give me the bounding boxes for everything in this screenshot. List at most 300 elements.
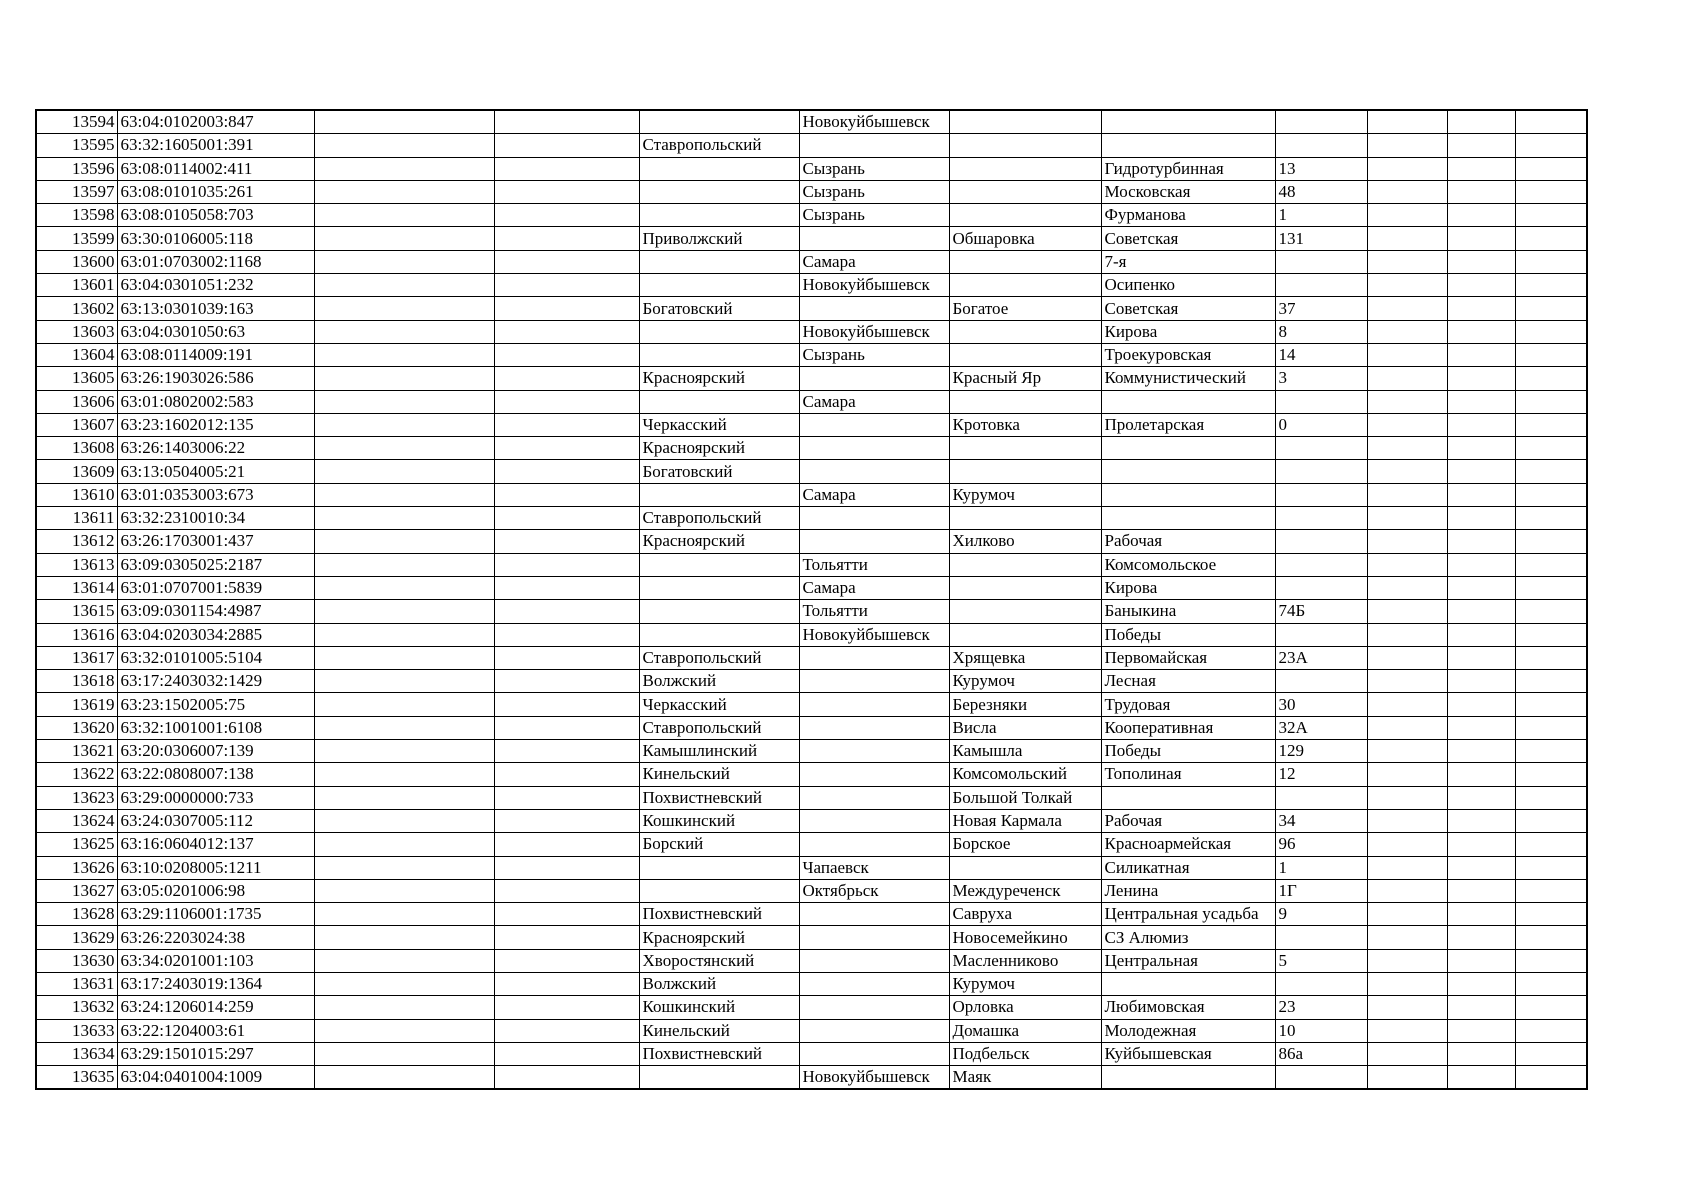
empty-cell	[1447, 157, 1515, 180]
empty-cell	[1515, 297, 1587, 320]
empty-cell	[1447, 530, 1515, 553]
city-cell: Новокуйбышевск	[799, 110, 949, 134]
empty-cell	[494, 786, 639, 809]
empty-cell	[1447, 670, 1515, 693]
house-cell	[1275, 507, 1367, 530]
house-cell: 13	[1275, 157, 1367, 180]
settlement-cell	[949, 623, 1101, 646]
empty-cell	[1367, 809, 1447, 832]
row-number-cell: 13603	[36, 320, 117, 343]
empty-cell	[494, 320, 639, 343]
empty-cell	[494, 367, 639, 390]
empty-cell	[494, 670, 639, 693]
cadastral-number-cell: 63:13:0504005:21	[117, 460, 314, 483]
cadastral-number-cell: 63:08:0114002:411	[117, 157, 314, 180]
empty-cell	[314, 320, 494, 343]
city-cell: Тольятти	[799, 553, 949, 576]
house-cell	[1275, 110, 1367, 134]
house-cell: 34	[1275, 809, 1367, 832]
empty-cell	[1515, 1042, 1587, 1065]
cadastral-number-cell: 63:04:0203034:2885	[117, 623, 314, 646]
city-cell	[799, 926, 949, 949]
street-cell: Рабочая	[1101, 530, 1275, 553]
empty-cell	[1367, 483, 1447, 506]
settlement-cell: Комсомольский	[949, 763, 1101, 786]
empty-cell	[1515, 670, 1587, 693]
settlement-cell: Кротовка	[949, 413, 1101, 436]
district-cell	[639, 553, 799, 576]
empty-cell	[1447, 390, 1515, 413]
row-number-cell: 13610	[36, 483, 117, 506]
city-cell	[799, 1019, 949, 1042]
house-cell	[1275, 483, 1367, 506]
district-cell	[639, 879, 799, 902]
cadastral-number-cell: 63:30:0106005:118	[117, 227, 314, 250]
empty-cell	[1515, 110, 1587, 134]
empty-cell	[1447, 343, 1515, 366]
empty-cell	[494, 1042, 639, 1065]
empty-cell	[494, 530, 639, 553]
city-cell	[799, 670, 949, 693]
house-cell	[1275, 460, 1367, 483]
street-cell	[1101, 786, 1275, 809]
district-cell: Приволжский	[639, 227, 799, 250]
empty-cell	[494, 437, 639, 460]
empty-cell	[1515, 740, 1587, 763]
empty-cell	[1367, 600, 1447, 623]
empty-cell	[1447, 507, 1515, 530]
empty-cell	[1447, 949, 1515, 972]
empty-cell	[314, 972, 494, 995]
district-cell: Похвистневский	[639, 786, 799, 809]
table-row	[36, 1019, 1587, 1042]
settlement-cell	[949, 274, 1101, 297]
empty-cell	[314, 926, 494, 949]
empty-cell	[1515, 600, 1587, 623]
empty-cell	[314, 693, 494, 716]
empty-cell	[1447, 437, 1515, 460]
city-cell	[799, 716, 949, 739]
table-row	[36, 437, 1587, 460]
district-cell	[639, 1066, 799, 1090]
cadastral-number-cell: 63:29:0000000:733	[117, 786, 314, 809]
table-row	[36, 763, 1587, 786]
empty-cell	[1515, 972, 1587, 995]
empty-cell	[1447, 903, 1515, 926]
table-row	[36, 903, 1587, 926]
row-number-cell: 13614	[36, 576, 117, 599]
district-cell: Ставропольский	[639, 507, 799, 530]
empty-cell	[314, 250, 494, 273]
house-cell	[1275, 576, 1367, 599]
street-cell: Первомайская	[1101, 646, 1275, 669]
table-row	[36, 343, 1587, 366]
empty-cell	[1367, 856, 1447, 879]
house-cell: 23	[1275, 996, 1367, 1019]
cadastral-number-cell: 63:24:1206014:259	[117, 996, 314, 1019]
empty-cell	[314, 227, 494, 250]
empty-cell	[1515, 693, 1587, 716]
settlement-cell	[949, 320, 1101, 343]
row-number-cell: 13598	[36, 204, 117, 227]
empty-cell	[494, 1066, 639, 1090]
cadastral-number-cell: 63:22:0808007:138	[117, 763, 314, 786]
empty-cell	[1515, 134, 1587, 157]
settlement-cell: Камышла	[949, 740, 1101, 763]
street-cell: Советская	[1101, 297, 1275, 320]
empty-cell	[494, 903, 639, 926]
district-cell: Ставропольский	[639, 646, 799, 669]
house-cell: 10	[1275, 1019, 1367, 1042]
empty-cell	[494, 157, 639, 180]
empty-cell	[314, 670, 494, 693]
house-cell: 32А	[1275, 716, 1367, 739]
settlement-cell: Междуреченск	[949, 879, 1101, 902]
empty-cell	[1515, 390, 1587, 413]
house-cell: 9	[1275, 903, 1367, 926]
row-number-cell: 13594	[36, 110, 117, 134]
district-cell	[639, 390, 799, 413]
empty-cell	[1367, 343, 1447, 366]
cadastral-number-cell: 63:04:0301050:63	[117, 320, 314, 343]
district-cell: Черкасский	[639, 413, 799, 436]
cadastral-number-cell: 63:01:0353003:673	[117, 483, 314, 506]
house-cell	[1275, 134, 1367, 157]
empty-cell	[1447, 134, 1515, 157]
street-cell: Гидротурбинная	[1101, 157, 1275, 180]
district-cell: Красноярский	[639, 926, 799, 949]
empty-cell	[1447, 1042, 1515, 1065]
city-cell	[799, 530, 949, 553]
settlement-cell: Новая Кармала	[949, 809, 1101, 832]
row-number-cell: 13607	[36, 413, 117, 436]
empty-cell	[494, 274, 639, 297]
empty-cell	[314, 367, 494, 390]
row-number-cell: 13627	[36, 879, 117, 902]
district-cell	[639, 623, 799, 646]
cadastral-number-cell: 63:04:0301051:232	[117, 274, 314, 297]
street-cell	[1101, 134, 1275, 157]
city-cell	[799, 903, 949, 926]
table-row	[36, 879, 1587, 902]
empty-cell	[1515, 530, 1587, 553]
empty-cell	[494, 507, 639, 530]
district-cell: Ставропольский	[639, 134, 799, 157]
cadastral-number-cell: 63:24:0307005:112	[117, 809, 314, 832]
cadastral-number-cell: 63:26:1403006:22	[117, 437, 314, 460]
district-cell	[639, 274, 799, 297]
city-cell: Самара	[799, 250, 949, 273]
row-number-cell: 13621	[36, 740, 117, 763]
house-cell: 129	[1275, 740, 1367, 763]
table-row	[36, 460, 1587, 483]
house-cell	[1275, 250, 1367, 273]
empty-cell	[494, 204, 639, 227]
city-cell	[799, 297, 949, 320]
empty-cell	[1515, 507, 1587, 530]
table-row	[36, 367, 1587, 390]
settlement-cell	[949, 180, 1101, 203]
cadastral-number-cell: 63:17:2403032:1429	[117, 670, 314, 693]
street-cell: Советская	[1101, 227, 1275, 250]
empty-cell	[314, 786, 494, 809]
street-cell: Кирова	[1101, 320, 1275, 343]
settlement-cell: Новосемейкино	[949, 926, 1101, 949]
cadastral-number-cell: 63:08:0105058:703	[117, 204, 314, 227]
row-number-cell: 13596	[36, 157, 117, 180]
street-cell: СЗ Алюмиз	[1101, 926, 1275, 949]
empty-cell	[1447, 250, 1515, 273]
row-number-cell: 13629	[36, 926, 117, 949]
empty-cell	[494, 250, 639, 273]
street-cell: Троекуровская	[1101, 343, 1275, 366]
row-number-cell: 13616	[36, 623, 117, 646]
settlement-cell: Красный Яр	[949, 367, 1101, 390]
register-body	[36, 110, 1587, 1089]
empty-cell	[1515, 157, 1587, 180]
empty-cell	[1367, 530, 1447, 553]
city-cell: Самара	[799, 483, 949, 506]
table-row	[36, 693, 1587, 716]
street-cell: Победы	[1101, 623, 1275, 646]
street-cell: Красноармейская	[1101, 833, 1275, 856]
row-number-cell: 13613	[36, 553, 117, 576]
row-number-cell: 13601	[36, 274, 117, 297]
cadastral-number-cell: 63:29:1106001:1735	[117, 903, 314, 926]
empty-cell	[1367, 390, 1447, 413]
table-row	[36, 833, 1587, 856]
empty-cell	[1367, 576, 1447, 599]
empty-cell	[1447, 786, 1515, 809]
table-row	[36, 297, 1587, 320]
empty-cell	[314, 297, 494, 320]
settlement-cell	[949, 576, 1101, 599]
empty-cell	[314, 833, 494, 856]
empty-cell	[1515, 274, 1587, 297]
cadastral-number-cell: 63:32:2310010:34	[117, 507, 314, 530]
settlement-cell: Курумоч	[949, 483, 1101, 506]
street-cell	[1101, 1066, 1275, 1090]
empty-cell	[1367, 623, 1447, 646]
district-cell: Волжский	[639, 670, 799, 693]
empty-cell	[314, 204, 494, 227]
table-row	[36, 250, 1587, 273]
table-row	[36, 157, 1587, 180]
row-number-cell: 13622	[36, 763, 117, 786]
empty-cell	[494, 227, 639, 250]
table-row	[36, 553, 1587, 576]
cadastral-number-cell: 63:23:1602012:135	[117, 413, 314, 436]
district-cell	[639, 576, 799, 599]
settlement-cell	[949, 507, 1101, 530]
empty-cell	[1515, 413, 1587, 436]
cadastral-number-cell: 63:23:1502005:75	[117, 693, 314, 716]
settlement-cell	[949, 856, 1101, 879]
cadastral-number-cell: 63:29:1501015:297	[117, 1042, 314, 1065]
street-cell: Комсомольское	[1101, 553, 1275, 576]
district-cell: Богатовский	[639, 297, 799, 320]
street-cell	[1101, 437, 1275, 460]
settlement-cell	[949, 460, 1101, 483]
empty-cell	[314, 134, 494, 157]
empty-cell	[314, 646, 494, 669]
empty-cell	[1515, 460, 1587, 483]
empty-cell	[1447, 809, 1515, 832]
district-cell	[639, 600, 799, 623]
empty-cell	[314, 809, 494, 832]
city-cell	[799, 134, 949, 157]
row-number-cell: 13617	[36, 646, 117, 669]
street-cell	[1101, 110, 1275, 134]
empty-cell	[314, 390, 494, 413]
cadastral-number-cell: 63:09:0301154:4987	[117, 600, 314, 623]
settlement-cell	[949, 250, 1101, 273]
empty-cell	[314, 1019, 494, 1042]
empty-cell	[494, 623, 639, 646]
district-cell	[639, 204, 799, 227]
row-number-cell: 13604	[36, 343, 117, 366]
empty-cell	[494, 134, 639, 157]
empty-cell	[494, 949, 639, 972]
row-number-cell: 13602	[36, 297, 117, 320]
empty-cell	[314, 157, 494, 180]
empty-cell	[1515, 553, 1587, 576]
city-cell: Новокуйбышевск	[799, 623, 949, 646]
house-cell	[1275, 670, 1367, 693]
settlement-cell: Большой Толкай	[949, 786, 1101, 809]
table-row	[36, 530, 1587, 553]
empty-cell	[494, 996, 639, 1019]
district-cell	[639, 157, 799, 180]
empty-cell	[314, 343, 494, 366]
empty-cell	[1367, 693, 1447, 716]
empty-cell	[494, 693, 639, 716]
empty-cell	[494, 600, 639, 623]
cadastral-number-cell: 63:26:1903026:586	[117, 367, 314, 390]
city-cell: Новокуйбышевск	[799, 1066, 949, 1090]
street-cell: Лесная	[1101, 670, 1275, 693]
settlement-cell: Домашка	[949, 1019, 1101, 1042]
empty-cell	[1447, 320, 1515, 343]
empty-cell	[1515, 809, 1587, 832]
empty-cell	[1367, 716, 1447, 739]
city-cell: Новокуйбышевск	[799, 320, 949, 343]
table-row	[36, 972, 1587, 995]
empty-cell	[1447, 413, 1515, 436]
street-cell: Центральная	[1101, 949, 1275, 972]
empty-cell	[1447, 716, 1515, 739]
city-cell	[799, 972, 949, 995]
empty-cell	[1447, 1066, 1515, 1090]
house-cell: 3	[1275, 367, 1367, 390]
empty-cell	[1447, 367, 1515, 390]
empty-cell	[1367, 1066, 1447, 1090]
cadastral-number-cell: 63:26:1703001:437	[117, 530, 314, 553]
empty-cell	[1447, 879, 1515, 902]
city-cell	[799, 740, 949, 763]
empty-cell	[1447, 180, 1515, 203]
empty-cell	[1515, 1019, 1587, 1042]
cadastral-number-cell: 63:01:0802002:583	[117, 390, 314, 413]
street-cell: Коммунистический	[1101, 367, 1275, 390]
empty-cell	[1515, 250, 1587, 273]
row-number-cell: 13609	[36, 460, 117, 483]
table-row	[36, 809, 1587, 832]
settlement-cell: Обшаровка	[949, 227, 1101, 250]
empty-cell	[1515, 1066, 1587, 1090]
house-cell	[1275, 623, 1367, 646]
table-row	[36, 786, 1587, 809]
cadastral-number-cell: 63:32:1605001:391	[117, 134, 314, 157]
district-cell: Кошкинский	[639, 996, 799, 1019]
district-cell: Борский	[639, 833, 799, 856]
row-number-cell: 13619	[36, 693, 117, 716]
empty-cell	[314, 530, 494, 553]
street-cell: Рабочая	[1101, 809, 1275, 832]
empty-cell	[314, 600, 494, 623]
house-cell: 23А	[1275, 646, 1367, 669]
row-number-cell: 13631	[36, 972, 117, 995]
district-cell: Кинельский	[639, 763, 799, 786]
empty-cell	[314, 903, 494, 926]
street-cell	[1101, 483, 1275, 506]
empty-cell	[1367, 367, 1447, 390]
empty-cell	[494, 390, 639, 413]
empty-cell	[1447, 646, 1515, 669]
empty-cell	[1515, 204, 1587, 227]
settlement-cell: Орловка	[949, 996, 1101, 1019]
street-cell: Любимовская	[1101, 996, 1275, 1019]
empty-cell	[1447, 600, 1515, 623]
cadastral-number-cell: 63:13:0301039:163	[117, 297, 314, 320]
empty-cell	[1367, 134, 1447, 157]
city-cell	[799, 693, 949, 716]
settlement-cell	[949, 110, 1101, 134]
cadastral-number-cell: 63:26:2203024:38	[117, 926, 314, 949]
row-number-cell: 13625	[36, 833, 117, 856]
settlement-cell: Висла	[949, 716, 1101, 739]
settlement-cell: Березняки	[949, 693, 1101, 716]
cadastral-number-cell: 63:22:1204003:61	[117, 1019, 314, 1042]
district-cell: Кинельский	[639, 1019, 799, 1042]
empty-cell	[1367, 437, 1447, 460]
cadastral-number-cell: 63:04:0102003:847	[117, 110, 314, 134]
house-cell	[1275, 926, 1367, 949]
empty-cell	[1367, 1042, 1447, 1065]
empty-cell	[1447, 972, 1515, 995]
city-cell	[799, 809, 949, 832]
empty-cell	[1367, 157, 1447, 180]
table-row	[36, 1042, 1587, 1065]
empty-cell	[1367, 833, 1447, 856]
row-number-cell: 13635	[36, 1066, 117, 1090]
empty-cell	[494, 740, 639, 763]
empty-cell	[494, 297, 639, 320]
house-cell: 131	[1275, 227, 1367, 250]
empty-cell	[314, 460, 494, 483]
cadastral-number-cell: 63:04:0401004:1009	[117, 1066, 314, 1090]
city-cell: Сызрань	[799, 180, 949, 203]
empty-cell	[1515, 576, 1587, 599]
empty-cell	[314, 576, 494, 599]
empty-cell	[314, 716, 494, 739]
house-cell: 1	[1275, 856, 1367, 879]
settlement-cell: Богатое	[949, 297, 1101, 320]
city-cell	[799, 949, 949, 972]
house-cell: 8	[1275, 320, 1367, 343]
district-cell: Красноярский	[639, 530, 799, 553]
house-cell	[1275, 972, 1367, 995]
